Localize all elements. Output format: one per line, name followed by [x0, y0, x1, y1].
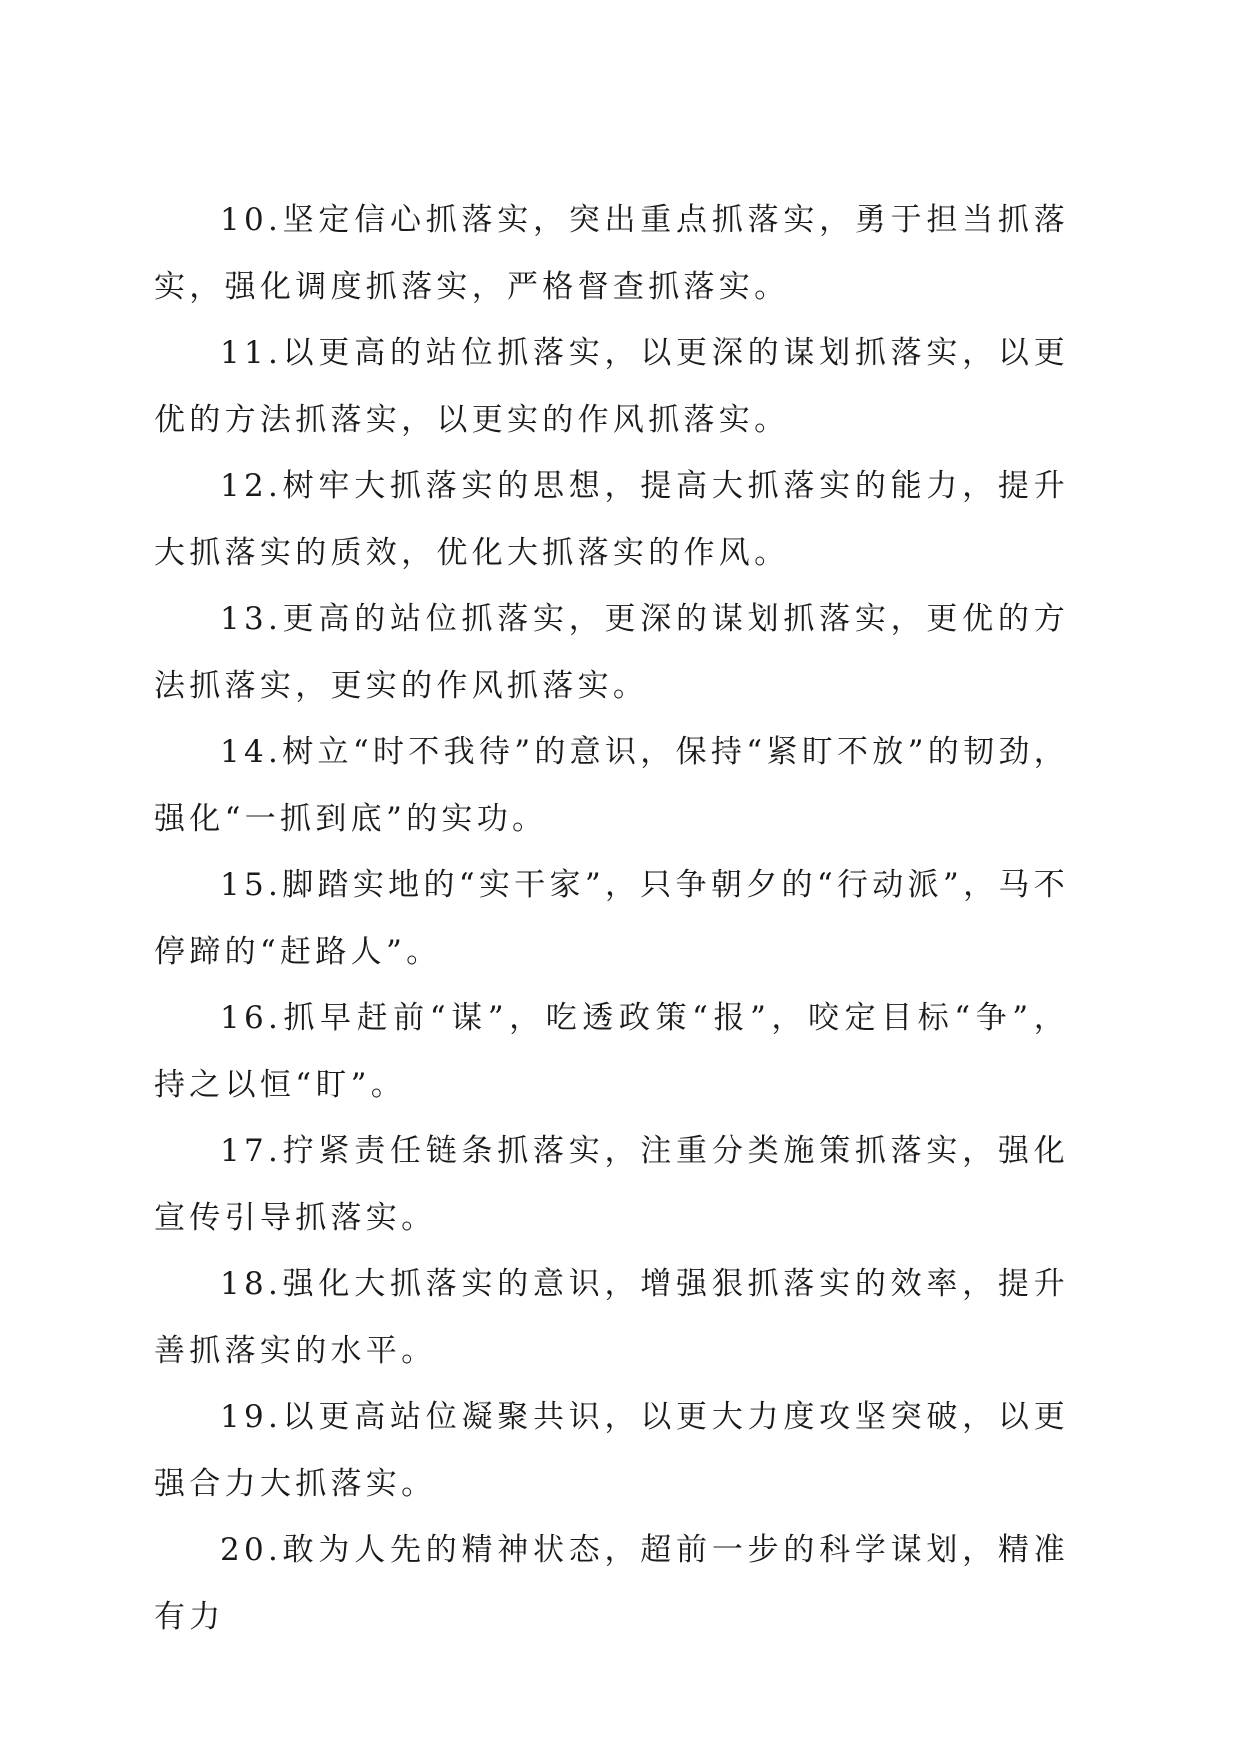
list-item	[154, 1118, 1069, 1251]
item-number: 13.	[220, 601, 283, 637]
item-text: 以更高站位凝聚共识，以更大力度攻坚突破，以更强合力大抓落实。	[154, 1399, 1069, 1502]
list-item	[154, 586, 1069, 719]
item-text: 敢为人先的精神状态，超前一步的科学谋划，精准有力	[154, 1532, 1069, 1635]
list-item	[154, 320, 1069, 453]
list-item	[154, 1251, 1069, 1384]
item-text: 以更高的站位抓落实，以更深的谋划抓落实，以更优的方法抓落实，以更实的作风抓落实。	[154, 335, 1069, 438]
item-text: 更高的站位抓落实，更深的谋划抓落实，更优的方法抓落实，更实的作风抓落实。	[154, 601, 1069, 704]
item-number: 14.	[220, 734, 283, 770]
item-text: 拧紧责任链条抓落实，注重分类施策抓落实，强化宣传引导抓落实。	[154, 1133, 1069, 1236]
item-number: 19.	[220, 1399, 283, 1435]
list-item	[154, 453, 1069, 586]
list-item	[154, 852, 1069, 985]
item-number: 12.	[220, 468, 283, 504]
item-number: 17.	[220, 1133, 283, 1169]
item-text: 脚踏实地的“实干家”，只争朝夕的“行动派”，马不停蹄的“赶路人”。	[154, 867, 1069, 970]
list-item	[154, 1517, 1069, 1650]
item-number: 15.	[220, 867, 283, 903]
item-number: 16.	[220, 1000, 283, 1036]
item-number: 10.	[220, 202, 283, 238]
item-number: 18.	[220, 1266, 283, 1302]
item-text: 树牢大抓落实的思想，提高大抓落实的能力，提升大抓落实的质效，优化大抓落实的作风。	[154, 468, 1069, 571]
list-item	[154, 985, 1069, 1118]
item-text: 强化大抓落实的意识，增强狠抓落实的效率，提升善抓落实的水平。	[154, 1266, 1069, 1369]
item-text: 坚定信心抓落实，突出重点抓落实，勇于担当抓落实，强化调度抓落实，严格督查抓落实。	[154, 202, 1069, 305]
list-item	[154, 1384, 1069, 1517]
item-text: 抓早赶前“谋”，吃透政策“报”，咬定目标“争”，持之以恒“盯”。	[154, 1000, 1069, 1103]
item-text: 树立“时不我待”的意识，保持“紧盯不放”的韧劲，强化“一抓到底”的实功。	[154, 734, 1069, 837]
list-item	[154, 719, 1069, 852]
item-number: 20.	[220, 1532, 283, 1568]
item-number: 11.	[220, 335, 283, 371]
list-item	[154, 187, 1069, 320]
document-body	[154, 187, 1069, 1650]
